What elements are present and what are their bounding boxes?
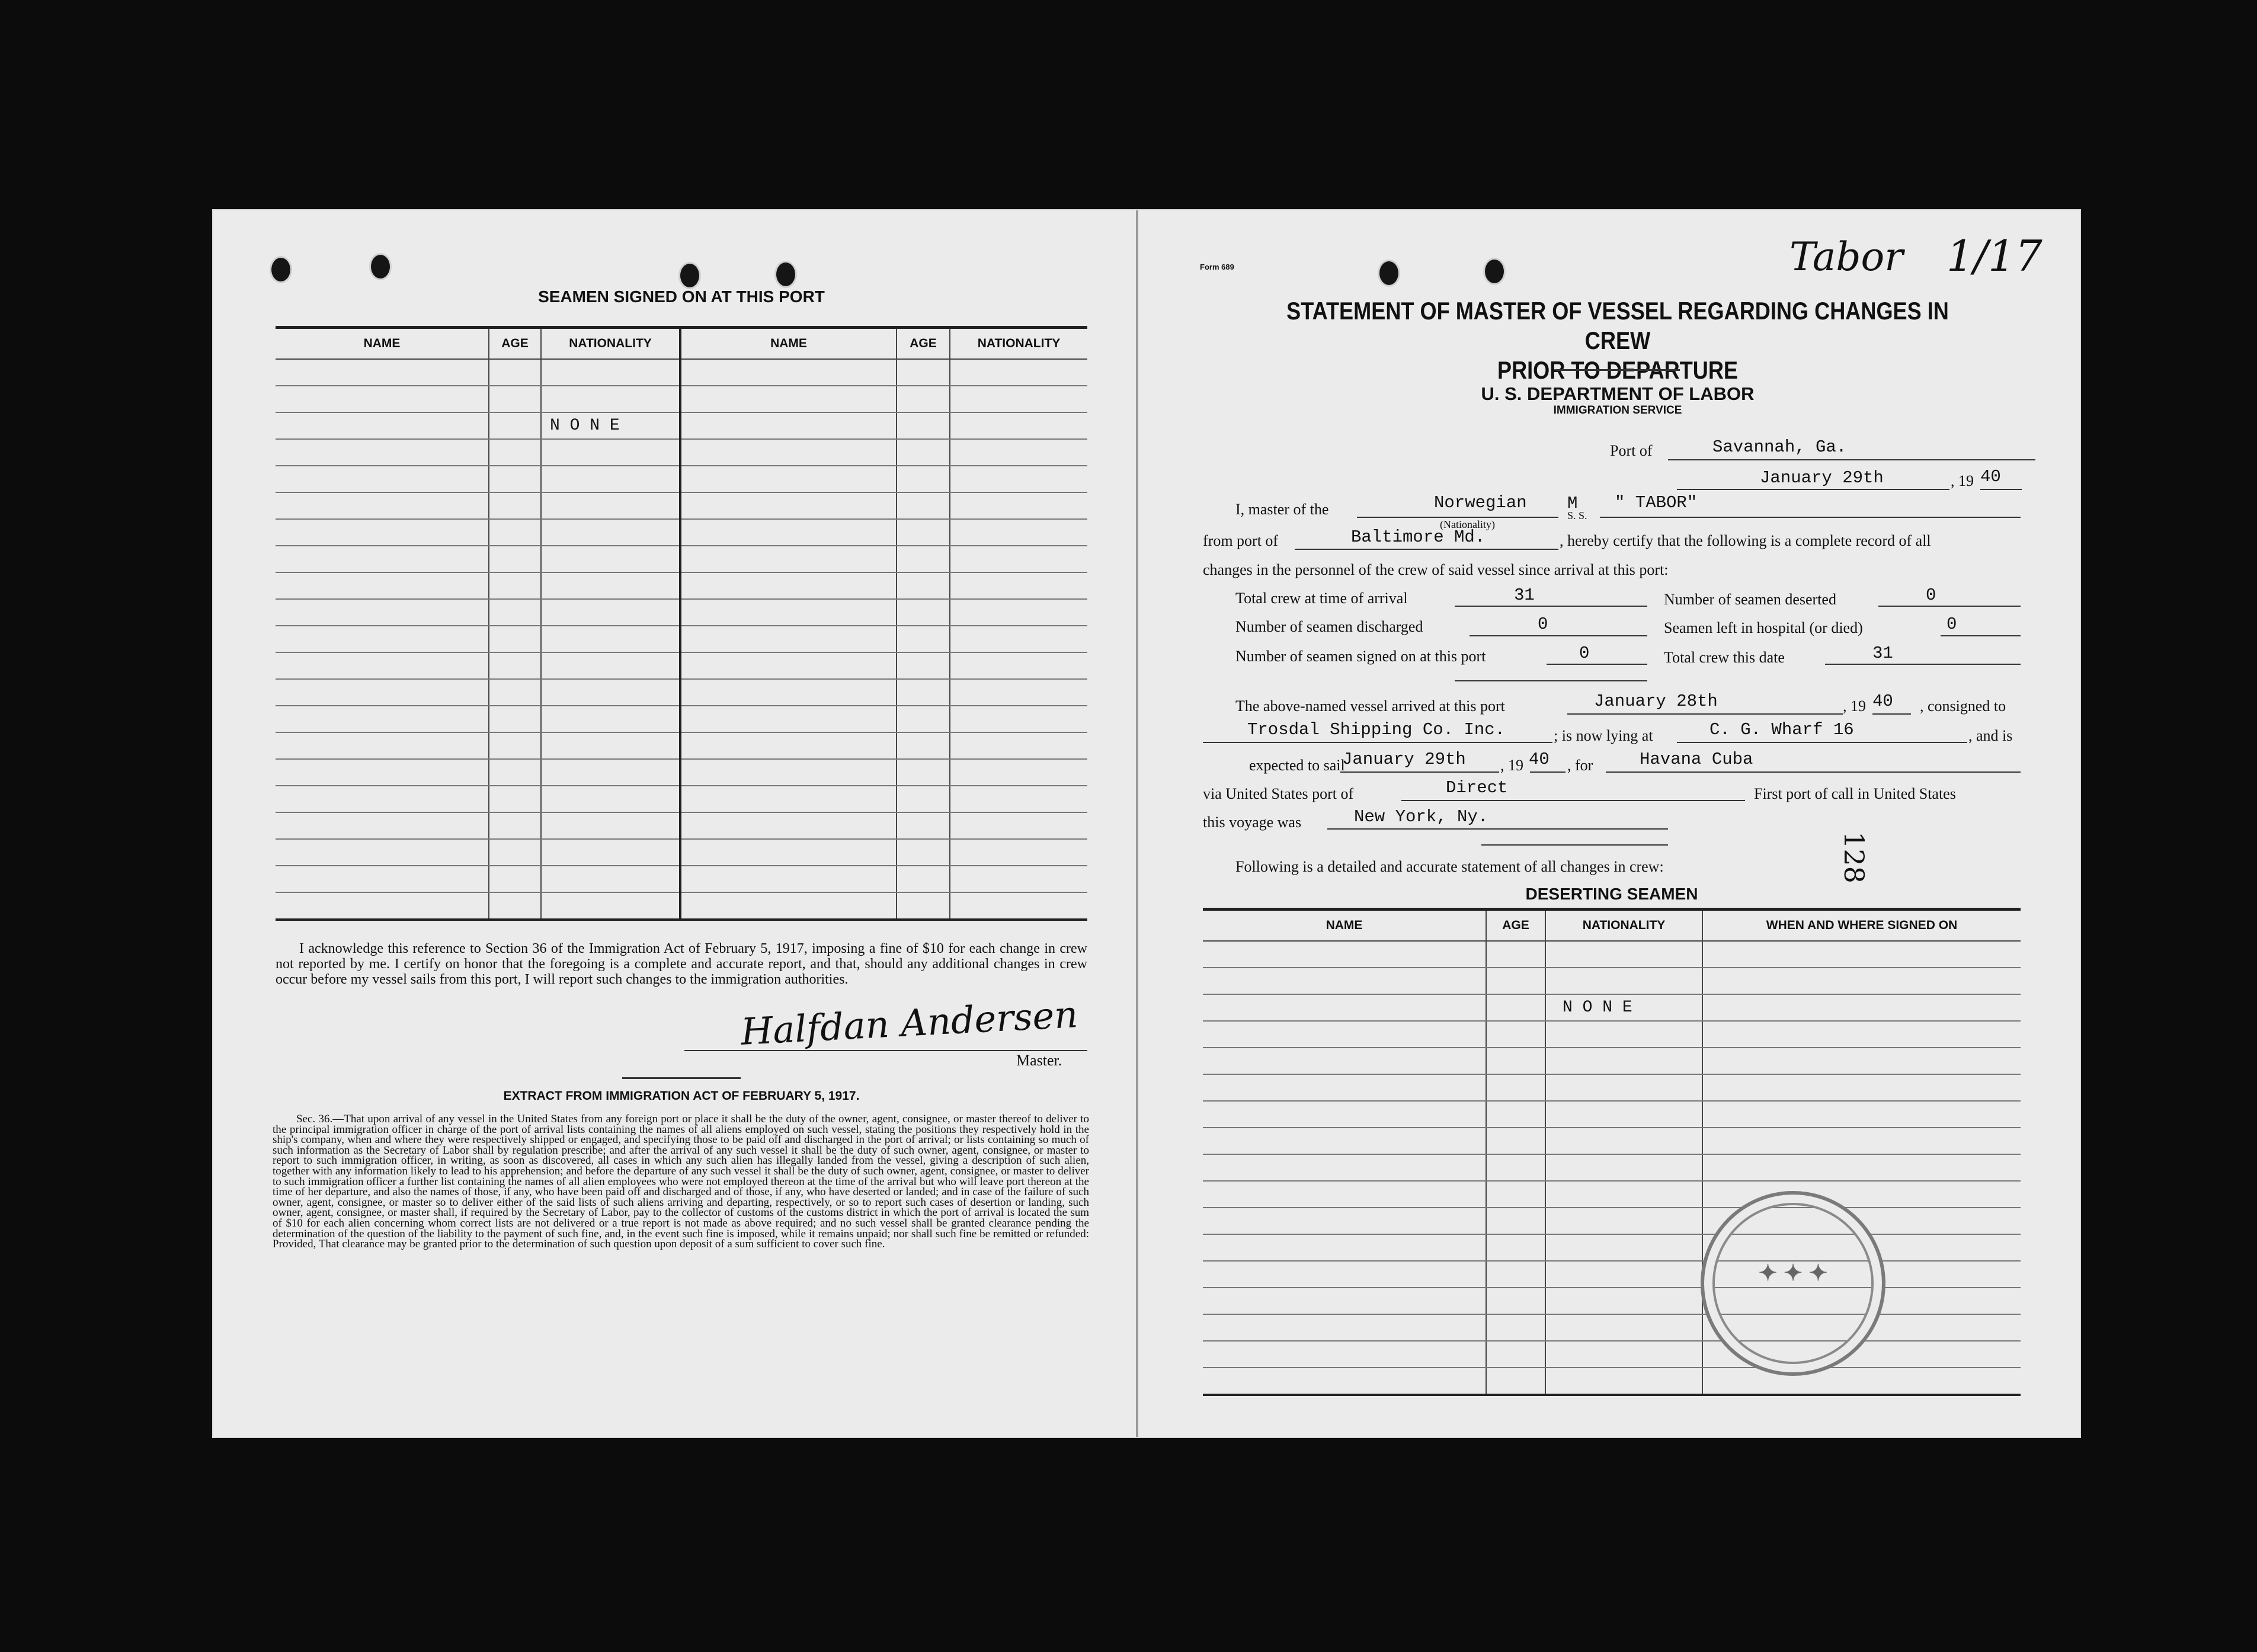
extract-title: EXTRACT FROM IMMIGRATION ACT OF FEBRUARY 5, 1917. [503,1089,860,1103]
field-line [1401,800,1745,801]
table-row [1203,1288,2021,1314]
table-row [276,466,1087,492]
form-title [1261,296,1974,385]
field-line [1941,635,2021,636]
certify-text: , hereby certify that the following is a complete record of all [1560,532,1931,549]
master-label: Master. [1016,1052,1062,1069]
deserting-table [1203,908,2021,1396]
table-row [276,572,1087,599]
column-header: NATIONALITY [541,328,680,360]
table-row [276,412,1087,439]
table-row [276,359,1087,386]
signed-on-title: SEAMEN SIGNED ON AT THIS PORT [538,287,825,306]
table-row [1203,1208,2021,1234]
field-line [1878,606,2021,607]
table-row [1203,1074,2021,1101]
field-line [1340,771,1499,773]
total-crew-date-value: 31 [1872,643,1893,663]
from-port-value: Baltimore Md. [1351,527,1486,547]
column-header: NAME [680,328,897,360]
consignee-value: Trosdal Shipping Co. Inc. [1247,720,1506,739]
nationality-caption: (Nationality) [1440,518,1495,530]
punch-hole [1378,260,1400,287]
year-prefix: , 19 [1951,472,1974,489]
year-value: 40 [1980,467,2001,486]
table-row [1203,1341,2021,1368]
table-row [276,706,1087,732]
table-row [276,652,1087,679]
date-value: January 29th [1760,468,1884,488]
none-entry: N O N E [541,412,680,439]
arrived-year-value: 40 [1872,691,1893,711]
table-row [276,786,1087,812]
nationality-value: Norwegian [1434,493,1527,513]
field-line [1980,489,2022,490]
consigned-label: , consigned to [1920,697,2006,715]
master-signature: Halfdan Andersen [739,993,1079,1054]
first-port-value: New York, Ny. [1354,807,1488,827]
none-entry: N O N E [1545,994,1702,1021]
table-row [276,732,1087,759]
column-header: NAME [1203,910,1486,942]
immigration-stamp: ✦ ✦ ✦ [1701,1191,1885,1376]
discharged-label: Number of seamen discharged [1235,618,1423,635]
table-row [1203,1368,2021,1395]
total-crew-arrival-value: 31 [1514,585,1535,605]
field-line [1677,742,1967,743]
field-line [1668,459,2035,460]
acknowledgement-text: I acknowledge this reference to Section 36 of the Immigration Act of February 5, 1917, imposing a fine of $10 for each change in crew not reported by me. I certify on honor that the foregoing is a complete and accurate report, and that, should any additional changes in crew occur before my vessel sails from this port, I will report such changes to the immigration authorities. [276,941,1087,987]
form-title-line1: STATEMENT OF MASTER OF VESSEL REGARDING CHANGES IN CREW [1286,297,1949,354]
table-row [1203,1101,2021,1128]
column-header: NAME [276,328,489,360]
page-fold [1136,210,1138,1437]
column-header: NATIONALITY [950,328,1087,360]
punch-hole [1483,258,1506,285]
table-row [276,759,1087,786]
column-header: AGE [897,328,950,360]
hospital-value: 0 [1947,614,1957,634]
column-header: AGE [489,328,541,360]
field-line [1481,844,1668,846]
table-row [1203,1154,2021,1181]
changes-text: changes in the personnel of the crew of said vessel since arrival at this port: [1203,561,1669,578]
destination-value: Havana Cuba [1640,750,1753,769]
table-row [276,439,1087,466]
via-label: via United States port of [1203,785,1354,802]
from-port-label: from port of [1203,532,1279,549]
sail-date-value: January 29th [1342,750,1466,769]
table-header-row [276,328,1087,360]
form-title-line2: PRIOR TO DEPARTURE [1497,356,1739,384]
field-line [1677,489,1949,490]
table-row [1203,968,2021,994]
field-line [1455,606,1647,607]
punch-hole [678,262,701,289]
field-line [1455,680,1647,681]
deserting-title: DESERTING SEAMEN [1525,885,1698,903]
following-text: Following is a detailed and accurate statement of all changes in crew: [1235,858,1664,875]
field-line [1357,517,1558,518]
table-row [1203,1261,2021,1288]
service-name: IMMIGRATION SERVICE [1553,404,1682,417]
table-row [276,626,1087,652]
discharged-value: 0 [1538,614,1548,634]
form-number: Form 689 [1200,262,1234,271]
table-row [1203,1048,2021,1074]
vessel-type-printed: S. S. [1567,510,1587,521]
table-row [276,839,1087,866]
port-value: Savannah, Ga. [1712,437,1847,457]
table-row [276,519,1087,546]
table-row [276,386,1087,412]
table-row [1203,994,2021,1021]
column-header: NATIONALITY [1545,910,1702,942]
divider [622,1077,741,1079]
table-row [1203,1128,2021,1154]
field-line [1606,771,2021,773]
signed-on-label: Number of seamen signed on at this port [1235,648,1486,665]
column-header: WHEN AND WHERE SIGNED ON [1702,910,2021,942]
table-row [276,492,1087,519]
table-row [1203,1021,2021,1048]
voyage-label: this voyage was [1203,814,1302,831]
punch-hole [774,261,797,288]
table-row [276,546,1087,572]
table-row [276,866,1087,892]
column-header: AGE [1486,910,1545,942]
punch-hole [270,256,292,283]
vessel-name: " TABOR" [1615,493,1698,513]
field-line [1547,664,1647,665]
signed-on-value: 0 [1579,643,1590,663]
table-header-row [1203,910,2021,942]
lying-at-value: C. G. Wharf 16 [1709,720,1854,739]
table-row [276,892,1087,920]
table-row [276,599,1087,626]
handwritten-vessel-name: Tabor [1789,234,1903,280]
table-row [1203,1181,2021,1208]
field-line [1825,664,2021,665]
total-crew-arrival-label: Total crew at time of arrival [1235,590,1408,607]
sail-year-prefix: , 19 [1500,757,1523,774]
table-row [276,812,1087,839]
table-row [1203,1314,2021,1341]
punch-hole [369,253,392,280]
field-line [1295,549,1558,550]
master-label: I, master of the [1235,501,1329,518]
table-row [1203,1234,2021,1261]
deserted-value: 0 [1926,585,1936,605]
table-row [276,679,1087,706]
field-line [1600,517,2021,518]
vessel-type-typed: M [1567,494,1578,513]
arrived-year-prefix: , 19 [1843,697,1866,715]
extract-text: Sec. 36.—That upon arrival of any vessel in the United States from any foreign port or place it shall be the duty of the owner, agent, consignee, or master thereof to deliver to the principal immigration officer in charge of the port of arrival lists containing the names of all aliens employed on such vessel, stating the positions they respectively hold in the ship's company, when and where they were respectively shipped or engaged, and specifying those to be paid off and discharged in the port of arrival; or lists containing so much of such information as the Secretary of Labor shall by regulation prescribe; and after the arrival of any such vessel it shall be the duty of such owner, agent, consignee, or master to report to such immigration officer, in writing, as soon as discovered, all cases in which any such alien has illegally landed from the vessel, giving a description of such alien, together with any information likely to lead to his apprehension; and before the departure of any such vessel it shall be the duty of such owner, agent, consignee, or master to deliver to such immigration officer a further list containing the names of all alien employees who were not employed thereon at the time of the arrival but who will leave port thereon at the time of her departure, and also the names of those, if any, who have been paid off and discharged and of those, if any, who have deserted or landed; and in case of the failure of such owner, agent, consignee, or master so to deliver either of the said lists of such aliens arriving and departing, respectively, or so to report such cases of desertion or landing, such owner, agent, consignee, or master shall, if required by the Secretary of Labor, pay to the collector of customs of the customs district in which the port of arrival is located the sum of $10 for each alien concerning whom correct lists are not delivered or a true report is not made as above required; and no such vessel shall be granted clearance pending the determination of the question of the liability to the payment of such fine, and, in the event such fine is imposed, while it remains unpaid; nor shall such fine be remitted or refunded: Provided, That clearance may be granted prior to the determination of such question upon deposit of a sum sufficient to cover such fine. [273,1113,1089,1251]
arrived-date-value: January 28th [1594,691,1718,711]
total-crew-date-label: Total crew this date [1664,649,1785,666]
hospital-label: Seamen left in hospital (or died) [1664,619,1863,636]
field-line [1327,828,1668,830]
field-line [1203,742,1552,743]
first-port-label: First port of call in United States [1754,785,1956,802]
and-is-text: , and is [1968,727,2013,744]
sail-year-value: 40 [1529,750,1550,769]
department-name: U. S. DEPARTMENT OF LABOR [1481,383,1755,404]
margin-number: 128 [1837,831,1870,883]
signed-on-table [276,326,1087,921]
field-line [1872,713,1911,715]
field-line [1470,635,1647,636]
field-line [1530,771,1566,773]
field-line [1567,713,1843,715]
expected-label: expected to sail [1249,757,1345,774]
deserted-label: Number of seamen deserted [1664,591,1836,608]
port-label: Port of [1610,442,1653,459]
arrived-label: The above-named vessel arrived at this port [1235,697,1505,715]
divider [1555,369,1680,371]
table-row [1203,941,2021,968]
lying-label: ; is now lying at [1554,727,1653,744]
handwritten-page-number: 1/17 [1947,231,2042,281]
for-label: , for [1567,757,1593,774]
via-port-value: Direct [1446,778,1508,798]
